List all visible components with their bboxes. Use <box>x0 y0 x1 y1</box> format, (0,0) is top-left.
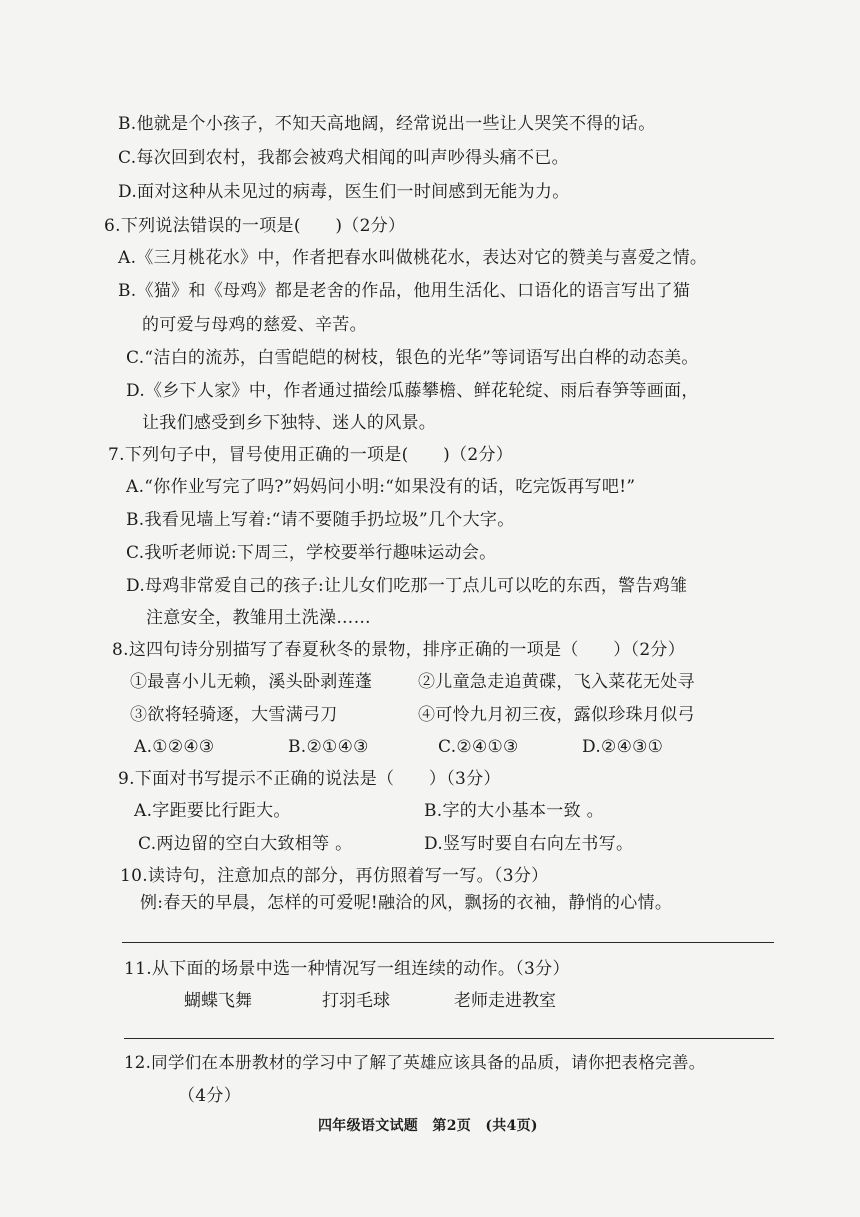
q7-option-d-line1: D.母鸡非常爱自己的孩子:让儿女们吃那一丁点儿可以吃的东西，警告鸡雏 <box>126 576 688 596</box>
q9-option-c: C.两边留的空白大致相等 。 <box>138 834 353 854</box>
q8-option-d: D.②④③① <box>582 737 664 757</box>
q8-option-c: C.②④①③ <box>438 737 519 757</box>
q6-stem: 6.下列说法错误的一项是( )（2分） <box>104 216 406 236</box>
q6-option-a: A.《三月桃花水》中，作者把春水叫做桃花水，表达对它的赞美与喜爱之情。 <box>118 248 708 268</box>
q6-option-c: C.“洁白的流苏，白雪皑皑的树枝，银色的光华”等词语写出白桦的动态美。 <box>126 348 699 368</box>
q6-option-d-line1: D.《乡下人家》中，作者通过描绘瓜藤攀檐、鲜花轮绽、雨后春笋等画面， <box>126 381 699 401</box>
q7-option-c: C.我听老师说:下周三，学校要举行趣味运动会。 <box>126 543 497 563</box>
q7-stem: 7.下列句子中，冒号使用正确的一项是( )（2分） <box>108 445 514 465</box>
q6-option-d-line2: 让我们感受到乡下独特、迷人的风景。 <box>142 413 437 433</box>
q7-option-a: A.“你作业写完了吗?”妈妈问小明:“如果没有的话，吃完饭再写吧!” <box>126 477 636 497</box>
q9-option-d: D.竖写时要自右向左书写。 <box>424 834 634 854</box>
q11-scene-butterflies: 蝴蝶飞舞 <box>184 991 252 1011</box>
q12-points: （4分） <box>178 1086 242 1106</box>
q12-stem: 12.同学们在本册教材的学习中了解了英雄应该具备的品质，请你把表格完善。 <box>124 1053 706 1072</box>
q5-option-b: B.他就是个小孩子，不知天高地阔，经常说出一些让人哭笑不得的话。 <box>118 114 656 134</box>
q6-option-b-line1: B.《猫》和《母鸡》都是老舍的作品，他用生活化、口语化的语言写出了猫 <box>118 281 691 301</box>
q5-option-d: D.面对这种从未见过的病毒，医生们一时间感到无能为力。 <box>118 182 570 202</box>
q6-option-b-line2: 的可爱与母鸡的慈爱、辛苦。 <box>142 315 367 335</box>
q10-example: 例:春天的早晨，怎样的可爱呢!融洽的风，飘扬的衣袖，静悄的心情。 <box>140 893 673 913</box>
q11-scene-teacher: 老师走进教室 <box>454 991 556 1011</box>
q11-stem: 11.从下面的场景中选一种情况写一组连续的动作。（3分） <box>124 959 570 979</box>
q7-option-d-line2: 注意安全，教雏用土洗澡…… <box>146 608 371 628</box>
q11-answer-line <box>124 1038 774 1039</box>
q7-option-b: B.我看见墙上写着:“请不要随手扔垃圾”几个大字。 <box>126 510 515 530</box>
q9-option-a: A.字距要比行距大。 <box>134 801 291 821</box>
q9-stem: 9.下面对书写提示不正确的说法是（ ）（3分） <box>118 769 501 789</box>
q10-answer-line <box>122 942 774 943</box>
q8-stem: 8.这四句诗分别描写了春夏秋冬的景物，排序正确的一项是（ ）（2分） <box>112 640 686 660</box>
q8-option-a: A.①②④③ <box>134 737 215 757</box>
q8-poem-1: ①最喜小儿无赖，溪头卧剥莲蓬 <box>130 672 373 692</box>
page-footer: 四年级语文试题 第2页 (共4页) <box>318 1118 538 1134</box>
q11-scene-badminton: 打羽毛球 <box>322 991 390 1011</box>
q10-stem: 10.读诗句，注意加点的部分，再仿照着写一写。（3分） <box>120 866 549 886</box>
q8-option-b: B.②①④③ <box>288 737 369 757</box>
q8-poem-2: ②儿童急走追黄碟，飞入菜花无处寻 <box>418 672 695 692</box>
q8-poem-4: ④可怜九月初三夜，露似珍珠月似弓 <box>418 705 695 725</box>
q9-option-b: B.字的大小基本一致 。 <box>424 801 604 821</box>
q5-option-c: C.每次回到农村，我都会被鸡犬相闻的叫声吵得头痛不已。 <box>118 148 569 168</box>
q8-poem-3: ③欲将轻骑逐，大雪满弓刀 <box>130 705 338 725</box>
